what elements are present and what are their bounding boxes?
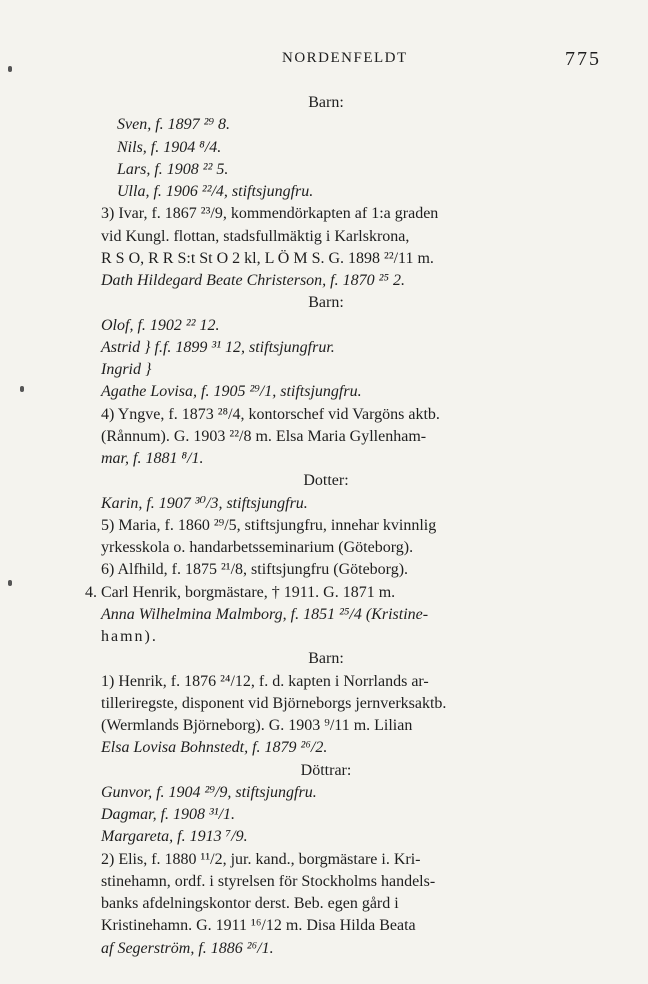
heading-barn: Barn: <box>308 294 344 312</box>
margin-mark <box>8 580 12 586</box>
entry-line: Nils, f. 1904 ⁸/4. <box>117 138 222 156</box>
heading-barn: Barn: <box>308 94 344 111</box>
entry-line: mar, f. 1881 ⁸/1. <box>101 450 204 467</box>
entry-line: 3) Ivar, f. 1867 ²³/9, kommendörkapten af 1:a graden <box>101 205 439 223</box>
entry-line: af Segerström, f. 1886 ²⁶/1. <box>101 939 274 957</box>
entry-line: 4) Yngve, f. 1873 ²⁸/4, kontorschef vid Vargöns aktb. <box>101 405 440 423</box>
entry-line: Ingrid } <box>101 361 152 378</box>
page-number: 775 <box>565 48 601 70</box>
entry-line: hamn). <box>101 628 158 645</box>
entry-line: 2) Elis, f. 1880 ¹¹/2, jur. kand., borgmästare i. Kri- <box>101 850 421 868</box>
entry-line: tilleriregste, disponent vid Björneborgs jernverksaktb. <box>101 694 447 712</box>
entry-line: Gunvor, f. 1904 ²⁹/9, stiftsjungfru. <box>101 783 317 801</box>
running-title: NORDENFELDT <box>282 50 408 66</box>
entry-line: (Wermlands Björneborg). G. 1903 ⁹/11 m. Lilian <box>101 717 413 734</box>
entry-line: yrkesskola o. handarbetsseminarium (Göteborg). <box>101 539 414 556</box>
entry-line: Agathe Lovisa, f. 1905 ²⁹/1, stiftsjungfru. <box>101 383 362 401</box>
page-header <box>0 48 648 72</box>
entry-line: (Rånnum). G. 1903 ²²/8 m. Elsa Maria Gyllenham- <box>101 427 427 445</box>
entry-line: Ulla, f. 1906 ²²/4, stiftsjungfru. <box>117 183 314 200</box>
margin-mark <box>20 386 24 392</box>
entry-line: Dagmar, f. 1908 ³¹/1. <box>101 806 236 823</box>
entry-line: 4. Carl Henrik, borgmästare, † 1911. G. 1871 m. <box>85 583 396 601</box>
document-body <box>85 92 551 960</box>
heading-dotter: Dotter: <box>303 472 349 490</box>
entry-line: Anna Wilhelmina Malmborg, f. 1851 ²⁵/4 (Kristine- <box>101 605 429 623</box>
entry-line: Olof, f. 1902 ²² 12. <box>101 316 220 334</box>
entry-line: Elsa Lovisa Bohnstedt, f. 1879 ²⁶/2. <box>101 739 328 757</box>
entry-line: R S O, R R S:t St O 2 kl, L Ö M S. G. 1898 ²²/11 m. <box>101 249 434 267</box>
entry-line: stinehamn, ordf. i styrelsen för Stockholms handels- <box>101 872 436 890</box>
entry-line: Astrid } f.f. 1899 ³¹ 12, stiftsjungfrur. <box>101 338 335 356</box>
entry-line: Dath Hildegard Beate Christerson, f. 1870 ²⁵ 2. <box>101 272 405 289</box>
entry-line: 1) Henrik, f. 1876 ²⁴/12, f. d. kapten i Norrlands ar- <box>101 672 429 690</box>
entry-line: 5) Maria, f. 1860 ²⁹/5, stiftsjungfru, innehar kvinnlig <box>101 516 437 534</box>
entry-line: Sven, f. 1897 ²⁹ 8. <box>117 116 231 134</box>
entry-line: Karin, f. 1907 ³⁰/3, stiftsjungfru. <box>101 494 308 512</box>
margin-mark <box>8 66 12 72</box>
entry-line: banks afdelningskontor derst. Beb. egen gård i <box>101 895 399 912</box>
heading-barn: Barn: <box>308 650 344 668</box>
entry-line: Margareta, f. 1913 ⁷/9. <box>101 828 248 846</box>
entry-line: Lars, f. 1908 ²² 5. <box>117 160 229 178</box>
heading-dottrar: Döttrar: <box>300 761 352 779</box>
entry-line: 6) Alfhild, f. 1875 ²¹/8, stiftsjungfru (Göteborg). <box>101 561 409 579</box>
entry-line: Kristinehamn. G. 1911 ¹⁶/12 m. Disa Hilda Beata <box>101 917 416 935</box>
entry-line: vid Kungl. flottan, stadsfullmäktig i Karlskrona, <box>101 227 410 245</box>
